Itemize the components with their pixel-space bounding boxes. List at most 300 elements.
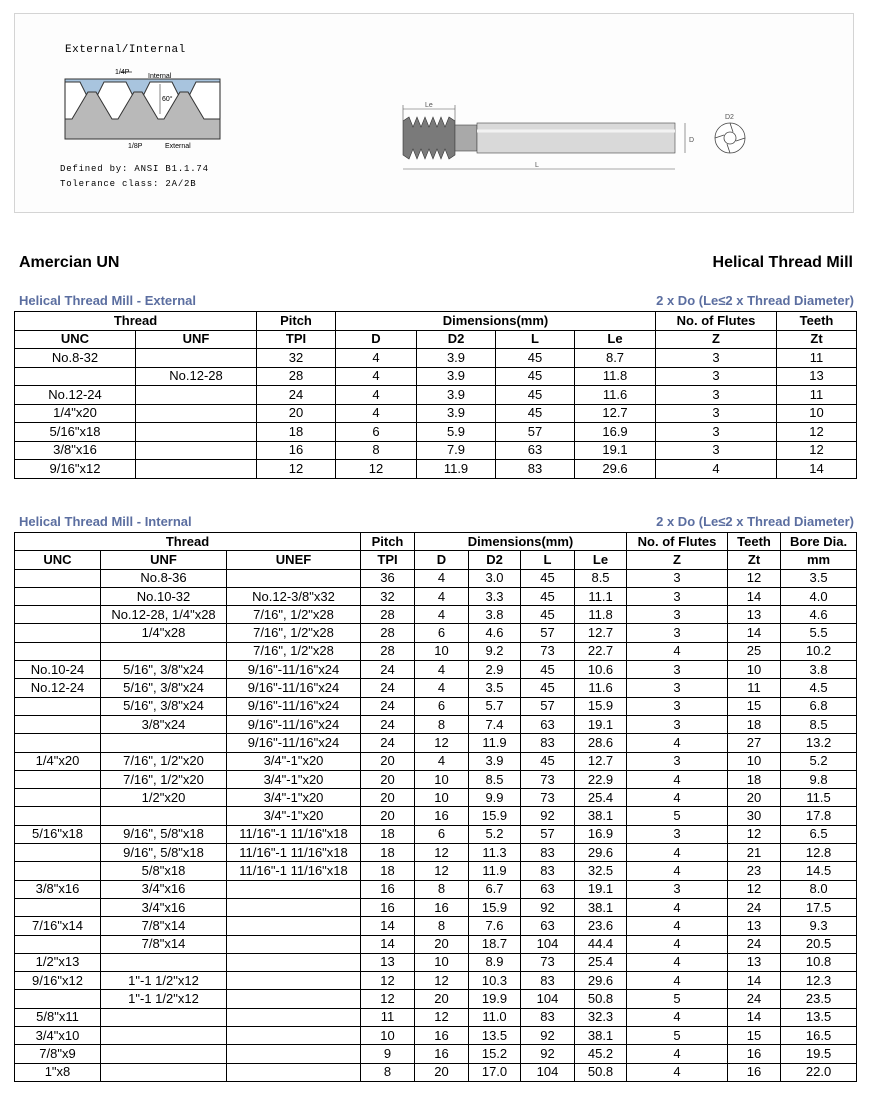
table-row (15, 917, 857, 935)
table-cell: 16.5 (781, 1027, 857, 1045)
table-cell: 1"-1 1/2"x12 (101, 990, 227, 1008)
table-cell (136, 404, 257, 423)
table-cell: 11.6 (575, 386, 656, 405)
table-cell (101, 1045, 227, 1063)
table-cell: 45 (521, 679, 575, 697)
table-cell: 19.1 (575, 880, 627, 898)
table-cell: 11.8 (575, 606, 627, 624)
table-cell: 12 (415, 1008, 469, 1026)
table-cell: 10.6 (575, 661, 627, 679)
defined-by-text: Defined by: ANSI B1.1.74 (60, 164, 209, 174)
table-cell: 4 (627, 862, 728, 880)
table-cell: 24 (361, 679, 415, 697)
table-cell: 18 (361, 844, 415, 862)
table-cell: 13 (728, 917, 781, 935)
table-cell (227, 990, 361, 1008)
table-cell: 18 (728, 715, 781, 733)
table-cell: 38.1 (575, 807, 627, 825)
column-header: UNC (15, 551, 101, 569)
table-cell: 4 (415, 587, 469, 605)
table-cell: 12 (415, 862, 469, 880)
table-cell (101, 953, 227, 971)
table-cell: 1"x8 (15, 1063, 101, 1081)
column-header: L (496, 330, 575, 349)
table-cell: 9/16"x12 (15, 972, 101, 990)
table-cell: 12.8 (781, 844, 857, 862)
table-cell: 3 (627, 880, 728, 898)
column-header: Zt (728, 551, 781, 569)
table-cell: No.8-36 (101, 569, 227, 587)
table-cell: 18 (361, 862, 415, 880)
table-row (15, 862, 857, 880)
table-cell: 24 (728, 898, 781, 916)
internal-group-header-row (15, 533, 857, 551)
table-cell: 57 (521, 624, 575, 642)
table-cell: 5/16", 3/8"x24 (101, 697, 227, 715)
table-cell (15, 734, 101, 752)
table-cell: 45 (521, 569, 575, 587)
table-row (15, 1008, 857, 1026)
table-cell: 12 (415, 734, 469, 752)
table-cell: 10 (415, 953, 469, 971)
table-row (15, 642, 857, 660)
table-cell: 19.1 (575, 715, 627, 733)
external-column-header-row (15, 330, 857, 349)
table-cell: 4 (627, 1063, 728, 1081)
table-cell: 19.9 (469, 990, 521, 1008)
table-cell: 3.0 (469, 569, 521, 587)
table-cell: 25 (728, 642, 781, 660)
table-cell: 13 (728, 606, 781, 624)
table-cell: 16 (361, 880, 415, 898)
table-row (15, 404, 857, 423)
table-cell: 104 (521, 935, 575, 953)
table-cell: 73 (521, 770, 575, 788)
table-cell (101, 807, 227, 825)
column-header: Le (575, 330, 656, 349)
table-cell: 5 (627, 990, 728, 1008)
table-cell: 3 (656, 349, 777, 368)
table-cell: 11.3 (469, 844, 521, 862)
table-cell (15, 807, 101, 825)
table-cell: 16 (728, 1045, 781, 1063)
table-cell: 3/4"x16 (101, 898, 227, 916)
table-cell (136, 423, 257, 442)
header-flutes: No. of Flutes (656, 312, 777, 331)
table-cell: 11.9 (469, 734, 521, 752)
table-cell (15, 569, 101, 587)
table-cell: 22.7 (575, 642, 627, 660)
table-cell (101, 1008, 227, 1026)
table-cell: No.8-32 (15, 349, 136, 368)
table-cell: 3 (627, 679, 728, 697)
table-cell (15, 990, 101, 1008)
table-cell: 4 (627, 642, 728, 660)
table-row (15, 1027, 857, 1045)
table-cell: 83 (521, 734, 575, 752)
table-cell: 3 (627, 825, 728, 843)
label-internal: Internal (148, 73, 172, 80)
table-cell: 19.1 (575, 441, 656, 460)
table-cell: 12 (728, 825, 781, 843)
table-cell: 12 (728, 569, 781, 587)
table-cell: 92 (521, 1045, 575, 1063)
table-cell: 12 (415, 972, 469, 990)
table-cell: 45 (521, 661, 575, 679)
table-cell: 3/4"-1"x20 (227, 770, 361, 788)
column-header: Z (627, 551, 728, 569)
dim-d-label: D (689, 137, 695, 144)
table-cell: 9/16"-11/16"x24 (227, 734, 361, 752)
column-header: UNEF (227, 551, 361, 569)
table-cell: 50.8 (575, 1063, 627, 1081)
column-header: D (336, 330, 417, 349)
label-eighth-pitch: 1/8P (128, 143, 143, 150)
table-row (15, 697, 857, 715)
table-cell: 92 (521, 807, 575, 825)
table-cell: 11.8 (575, 367, 656, 386)
table-cell: 3 (627, 697, 728, 715)
table-cell: 10.2 (781, 642, 857, 660)
table-row (15, 661, 857, 679)
header-thread: Thread (15, 533, 361, 551)
table-cell: 12 (415, 844, 469, 862)
table-cell (227, 917, 361, 935)
table-cell: 16 (361, 898, 415, 916)
column-header: TPI (361, 551, 415, 569)
table-cell: 11 (361, 1008, 415, 1026)
thread-mill-drawing (395, 99, 775, 179)
table-cell (15, 844, 101, 862)
table-cell: 3.9 (469, 752, 521, 770)
table-cell: 45 (521, 587, 575, 605)
table-cell: 20 (361, 752, 415, 770)
table-cell: 4 (336, 404, 417, 423)
table-cell: 3.5 (469, 679, 521, 697)
header-teeth: Teeth (777, 312, 857, 331)
table-cell: 3 (656, 423, 777, 442)
table-row (15, 715, 857, 733)
table-cell: 9/16"-11/16"x24 (227, 679, 361, 697)
table-cell: 9/16"x12 (15, 460, 136, 479)
table-cell: 29.6 (575, 844, 627, 862)
table-row (15, 935, 857, 953)
table-cell: 21 (728, 844, 781, 862)
table-cell (136, 386, 257, 405)
table-cell: 73 (521, 789, 575, 807)
table-cell: 12 (777, 423, 857, 442)
table-cell: No.12-24 (15, 386, 136, 405)
table-cell: 3 (656, 386, 777, 405)
table-cell: 6 (415, 825, 469, 843)
table-row (15, 587, 857, 605)
table-cell: 1/4"x20 (15, 404, 136, 423)
table-cell: 9.3 (781, 917, 857, 935)
table-cell: 12 (361, 990, 415, 1008)
table-cell: 57 (521, 825, 575, 843)
table-row (15, 844, 857, 862)
table-cell: 17.8 (781, 807, 857, 825)
table-cell: 10.3 (469, 972, 521, 990)
table-cell: 20 (415, 990, 469, 1008)
column-header: D (415, 551, 469, 569)
table-row (15, 367, 857, 386)
table-cell: 63 (496, 441, 575, 460)
table-cell (227, 1008, 361, 1026)
table-cell: 3.8 (781, 661, 857, 679)
table-cell (227, 935, 361, 953)
table-row (15, 807, 857, 825)
table-cell: 8.7 (575, 349, 656, 368)
table-row (15, 752, 857, 770)
table-cell: 4 (627, 898, 728, 916)
table-cell: 7/16"x14 (15, 917, 101, 935)
table-cell: 18 (361, 825, 415, 843)
external-spec-table (14, 311, 857, 479)
table-row (15, 880, 857, 898)
table-cell: 5/8"x11 (15, 1008, 101, 1026)
table-cell: 20.5 (781, 935, 857, 953)
table-cell: 13 (728, 953, 781, 971)
table-cell: 18 (728, 770, 781, 788)
table-cell: 8.0 (781, 880, 857, 898)
table-cell (227, 972, 361, 990)
table-cell: 1/2"x13 (15, 953, 101, 971)
table-row (15, 1063, 857, 1081)
header-teeth: Teeth (728, 533, 781, 551)
table-cell: 12 (777, 441, 857, 460)
table-cell: 8.9 (469, 953, 521, 971)
table-cell: 4 (627, 734, 728, 752)
table-cell: 36 (361, 569, 415, 587)
table-cell: 16.9 (575, 825, 627, 843)
table-cell: 4 (627, 844, 728, 862)
table-cell: 73 (521, 953, 575, 971)
table-cell: 6 (415, 624, 469, 642)
table-cell: 3/8"x16 (15, 441, 136, 460)
table-cell: 24 (728, 935, 781, 953)
table-cell: 15.9 (469, 898, 521, 916)
table-cell: 4 (415, 606, 469, 624)
table-cell: 28 (257, 367, 336, 386)
table-cell: 27 (728, 734, 781, 752)
table-cell: 12 (336, 460, 417, 479)
header-pitch: Pitch (257, 312, 336, 331)
table-cell: 11.0 (469, 1008, 521, 1026)
table-cell: 17.5 (781, 898, 857, 916)
table-cell: 5/16"x18 (15, 423, 136, 442)
table-cell: 3.8 (469, 606, 521, 624)
table-cell (136, 460, 257, 479)
table-cell: 4 (415, 661, 469, 679)
table-cell: 11.6 (575, 679, 627, 697)
table-cell: 10 (728, 661, 781, 679)
column-header: TPI (257, 330, 336, 349)
table-cell: 3/4"x16 (101, 880, 227, 898)
table-cell: 20 (257, 404, 336, 423)
column-header: mm (781, 551, 857, 569)
table-cell: 24 (257, 386, 336, 405)
table-cell: 3.9 (417, 349, 496, 368)
table-cell: 50.8 (575, 990, 627, 1008)
table-cell (15, 898, 101, 916)
table-cell: 28 (361, 642, 415, 660)
table-cell: 8.5 (575, 569, 627, 587)
table-row (15, 990, 857, 1008)
table-cell: 1"-1 1/2"x12 (101, 972, 227, 990)
table-cell: 38.1 (575, 1027, 627, 1045)
thread-profile-diagram (60, 64, 240, 154)
table-cell (227, 898, 361, 916)
table-cell: 14 (728, 972, 781, 990)
table-cell: 4 (627, 789, 728, 807)
table-cell: 20 (415, 935, 469, 953)
table-cell: 11.1 (575, 587, 627, 605)
table-cell: 24 (361, 734, 415, 752)
table-cell: 14 (361, 935, 415, 953)
table-cell: 3 (627, 569, 728, 587)
table-cell (136, 441, 257, 460)
table-cell: 3 (627, 606, 728, 624)
external-note: 2 x Do (Le≤2 x Thread Diameter) (656, 293, 854, 308)
table-cell: 11 (728, 679, 781, 697)
table-cell: 15 (728, 697, 781, 715)
table-cell: 4 (627, 935, 728, 953)
table-cell: 7/8"x9 (15, 1045, 101, 1063)
header-pitch: Pitch (361, 533, 415, 551)
table-cell: 4 (627, 917, 728, 935)
table-cell: 15.2 (469, 1045, 521, 1063)
table-row (15, 423, 857, 442)
table-cell: 44.4 (575, 935, 627, 953)
table-cell: 7/16", 1/2"x28 (227, 606, 361, 624)
table-cell: 7/16", 1/2"x28 (227, 642, 361, 660)
table-cell: 9.8 (781, 770, 857, 788)
table-cell: 57 (496, 423, 575, 442)
tolerance-text: Tolerance class: 2A/2B (60, 179, 197, 189)
table-cell: 3 (627, 715, 728, 733)
table-cell (101, 1063, 227, 1081)
table-cell: 8 (415, 917, 469, 935)
table-cell: 25.4 (575, 953, 627, 971)
table-cell: 32 (361, 587, 415, 605)
table-cell: 4 (336, 386, 417, 405)
table-cell: No.10-32 (101, 587, 227, 605)
table-cell: 8 (415, 880, 469, 898)
header-bore-dia: Bore Dia. (781, 533, 857, 551)
table-cell (227, 880, 361, 898)
table-cell: 6.8 (781, 697, 857, 715)
table-cell: 5/16"x18 (15, 825, 101, 843)
table-cell (101, 734, 227, 752)
table-cell: No.12-28 (136, 367, 257, 386)
table-cell: 32 (257, 349, 336, 368)
table-cell: 13.5 (781, 1008, 857, 1026)
table-row (15, 349, 857, 368)
table-cell: 12 (728, 880, 781, 898)
table-cell: 20 (361, 770, 415, 788)
table-cell (227, 569, 361, 587)
table-row (15, 953, 857, 971)
table-cell: 11 (777, 386, 857, 405)
table-row (15, 606, 857, 624)
internal-column-header-row (15, 551, 857, 569)
table-cell: 14 (361, 917, 415, 935)
table-cell: 4 (415, 679, 469, 697)
table-cell: 7/8"x14 (101, 917, 227, 935)
table-cell: 11/16"-1 11/16"x18 (227, 825, 361, 843)
table-cell: 3.9 (417, 367, 496, 386)
table-cell: 12.3 (781, 972, 857, 990)
table-cell: 1/2"x20 (101, 789, 227, 807)
table-cell: 22.0 (781, 1063, 857, 1081)
table-cell: 9 (361, 1045, 415, 1063)
table-cell: 16 (415, 807, 469, 825)
dim-d2-label: D2 (725, 114, 734, 121)
table-cell: 13 (777, 367, 857, 386)
table-cell (15, 715, 101, 733)
table-cell: 8.5 (781, 715, 857, 733)
table-cell (227, 1027, 361, 1045)
table-cell: 32.3 (575, 1008, 627, 1026)
table-cell: 9/16", 5/8"x18 (101, 844, 227, 862)
table-cell: 12.7 (575, 404, 656, 423)
table-cell: 16 (257, 441, 336, 460)
table-cell: 45 (496, 349, 575, 368)
table-row (15, 972, 857, 990)
table-cell: 4 (336, 349, 417, 368)
table-cell: 3.9 (417, 386, 496, 405)
table-row (15, 624, 857, 642)
table-cell: 14 (728, 624, 781, 642)
table-cell: 83 (521, 1008, 575, 1026)
table-cell: 9/16"-11/16"x24 (227, 697, 361, 715)
table-cell: 3 (627, 752, 728, 770)
column-header: Z (656, 330, 777, 349)
table-cell: 83 (521, 862, 575, 880)
table-cell: 12 (257, 460, 336, 479)
column-header: UNC (15, 330, 136, 349)
table-cell: 7/8"x14 (101, 935, 227, 953)
table-cell: 6 (336, 423, 417, 442)
table-cell: 3/4"-1"x20 (227, 789, 361, 807)
table-cell: 17.0 (469, 1063, 521, 1081)
internal-note: 2 x Do (Le≤2 x Thread Diameter) (656, 514, 854, 529)
table-cell: 19.5 (781, 1045, 857, 1063)
table-cell: 7/16", 1/2"x20 (101, 770, 227, 788)
table-cell: 5 (627, 807, 728, 825)
product-banner (14, 13, 854, 213)
table-cell: 45.2 (575, 1045, 627, 1063)
table-cell: 6 (415, 697, 469, 715)
table-cell: 23.6 (575, 917, 627, 935)
table-cell: 28 (361, 624, 415, 642)
table-cell: 8 (336, 441, 417, 460)
table-cell: 12 (361, 972, 415, 990)
table-cell: 4 (415, 752, 469, 770)
table-cell: 10 (361, 1027, 415, 1045)
table-cell: 22.9 (575, 770, 627, 788)
table-cell: No.10-24 (15, 661, 101, 679)
column-header: Zt (777, 330, 857, 349)
table-cell: 20 (728, 789, 781, 807)
table-row (15, 770, 857, 788)
table-row (15, 789, 857, 807)
table-cell: 5.9 (417, 423, 496, 442)
table-cell: 3/4"-1"x20 (227, 807, 361, 825)
table-cell: 10 (415, 642, 469, 660)
table-cell: 1/4"x28 (101, 624, 227, 642)
